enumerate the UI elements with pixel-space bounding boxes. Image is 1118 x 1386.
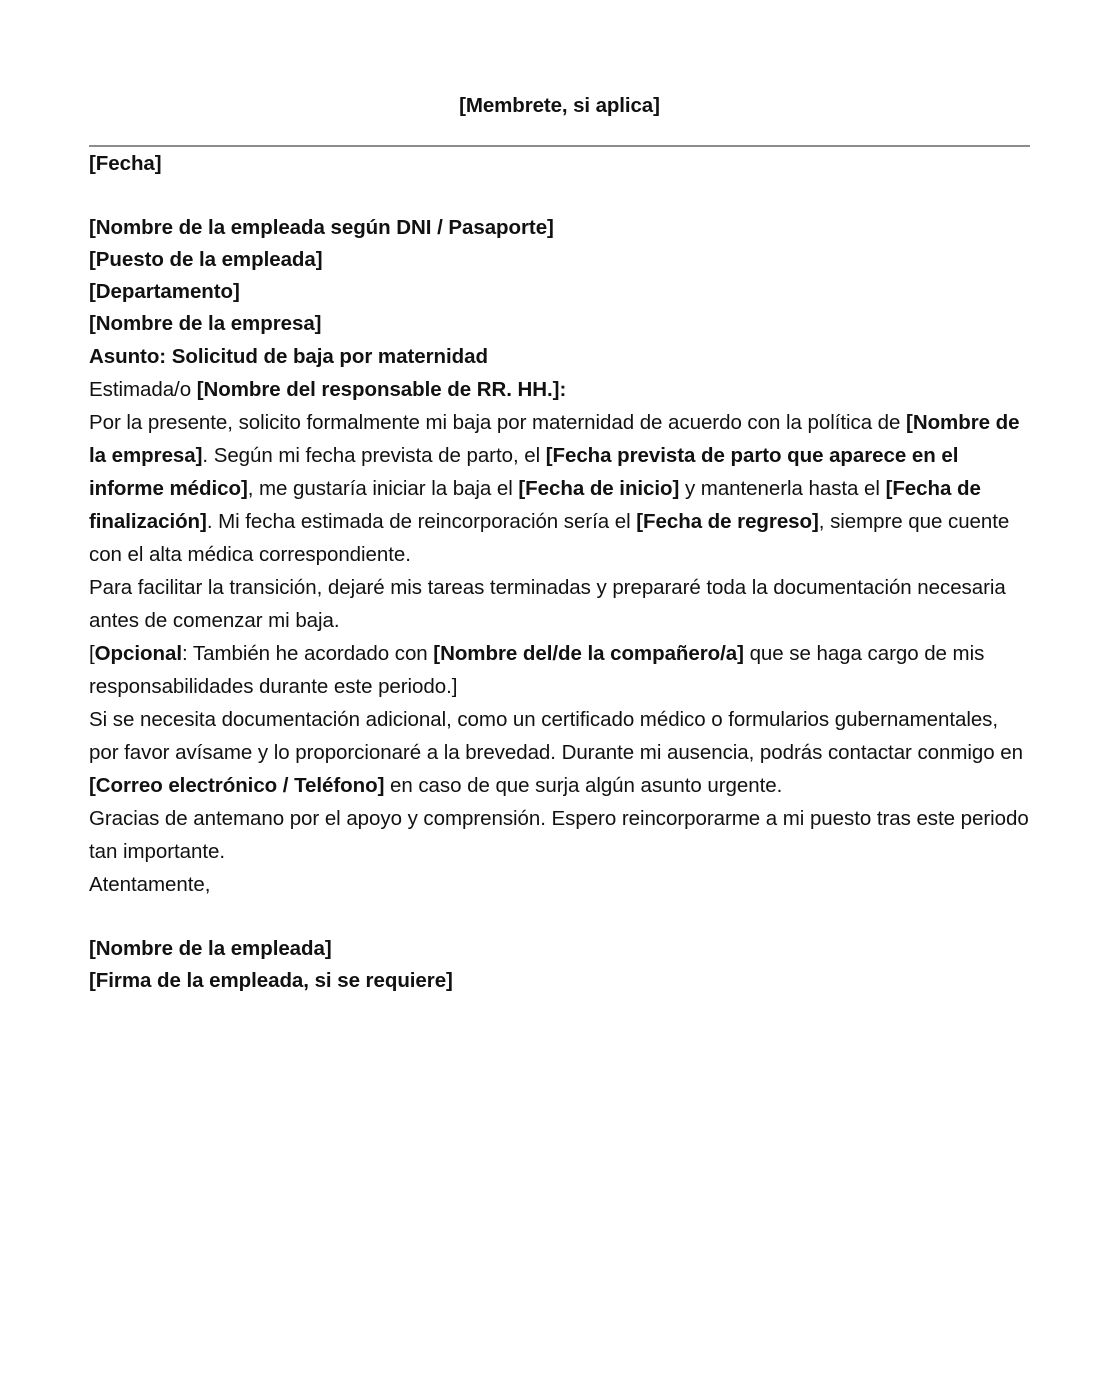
signature-sign-line: [Firma de la empleada, si se requiere] — [89, 969, 453, 992]
signature-name-line: [Nombre de la empleada] — [89, 937, 332, 960]
request-paragraph: Por la presente, solicito formalmente mi baja por maternidad de acuerdo con la política de [Nombre de la empresa]. Según mi fecha prevista de parto, el [Fecha prevista de parto que aparece en el informe médico], me gustaría iniciar la baja el [Fecha de inicio] y mantenerla hasta el [Fecha de finalización]. Mi fecha estimada de reincorporación sería el [Fecha de regreso], siempre que cuente con el alta médica correspondiente. — [89, 411, 1020, 566]
document-content — [89, 0, 1030, 997]
documentation-paragraph: Si se necesita documentación adicional, como un certificado médico o formularios gubernamentales, por favor avísame y lo proporcionaré a la brevedad. Durante mi ausencia, podrás contactar conmigo en [Correo electrónico / Teléfono] en caso de que surja algún asunto urgente. — [89, 708, 1023, 797]
recipient-line: [Departamento] — [89, 280, 240, 303]
letterhead-title: [Membrete, si aplica] — [459, 94, 660, 117]
subject-line: Asunto: Solicitud de baja por maternidad — [89, 345, 488, 368]
transition-paragraph: Para facilitar la transición, dejaré mis tareas terminadas y prepararé toda la documentación necesaria antes de comenzar mi baja. — [89, 576, 1006, 632]
optional-coverage-paragraph: [Opcional: También he acordado con [Nombre del/de la compañero/a] que se haga cargo de mis responsabilidades durante este periodo.] — [89, 642, 985, 698]
closing-salutation: Atentamente, — [89, 873, 211, 896]
recipient-block — [89, 212, 1030, 340]
recipient-line: [Nombre de la empleada según DNI / Pasaporte] — [89, 216, 554, 239]
recipient-line: [Puesto de la empleada] — [89, 248, 323, 271]
date-placeholder: [Fecha] — [89, 152, 162, 175]
recipient-line: [Nombre de la empresa] — [89, 312, 322, 335]
salutation: Estimada/o [Nombre del responsable de RR. HH.]: — [89, 378, 567, 401]
signature-block — [89, 933, 1030, 997]
thanks-paragraph: Gracias de antemano por el apoyo y comprensión. Espero reincorporarme a mi puesto tras este periodo tan importante. — [89, 807, 1029, 863]
